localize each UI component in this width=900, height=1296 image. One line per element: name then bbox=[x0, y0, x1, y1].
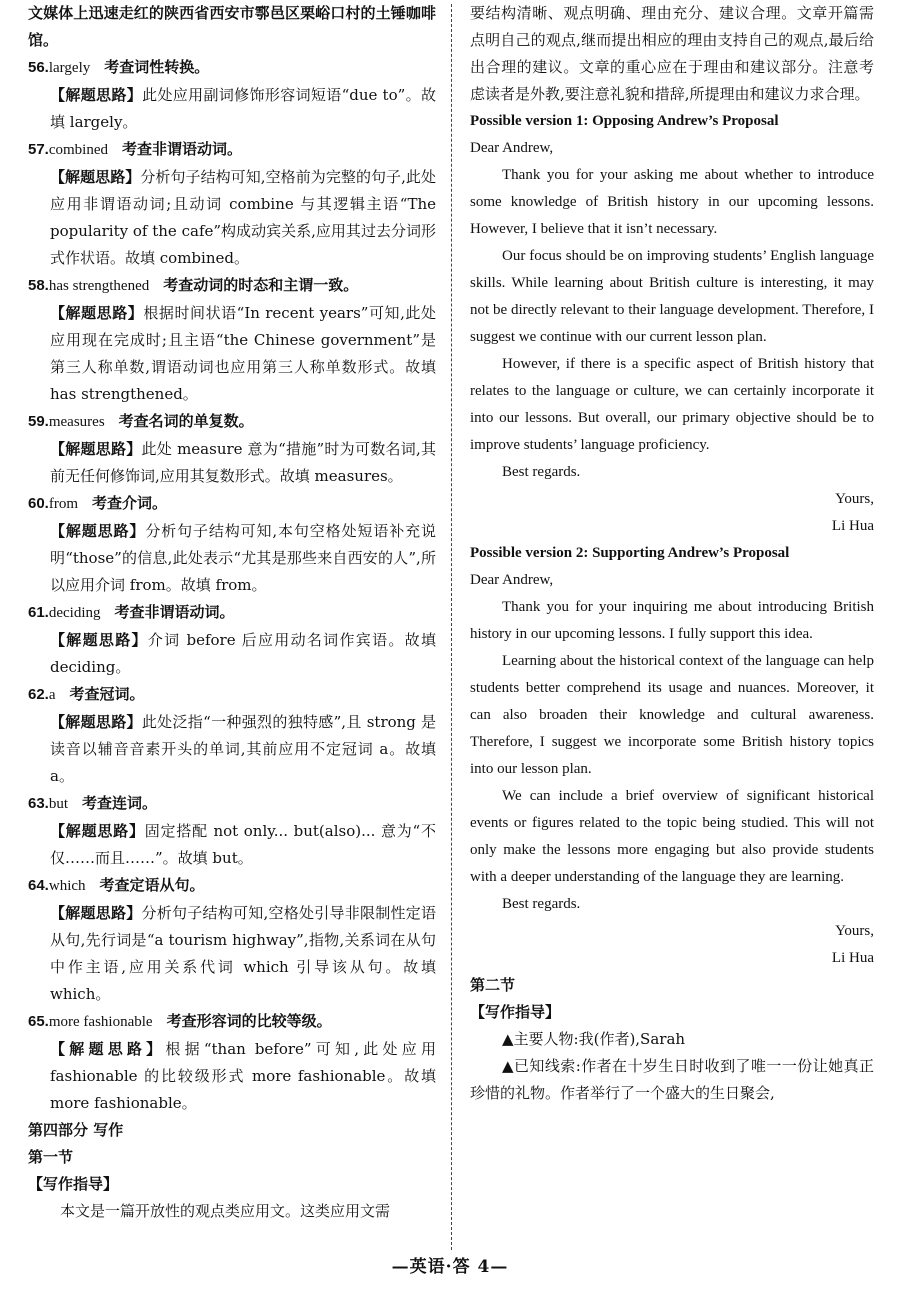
answer-explanation bbox=[28, 900, 436, 1008]
answer-explanation bbox=[28, 300, 436, 408]
answer-topic: 考查非谓语动词。 bbox=[114, 603, 235, 621]
answer-heading bbox=[28, 681, 436, 709]
version2-salutation: Dear Andrew, bbox=[470, 572, 554, 588]
explanation-text: 固定搭配 not only... but(also)... 意为“不仅……而且……”。故填 but。 bbox=[50, 822, 436, 867]
explanation-text: 分析句子结构可知,空格前为完整的句子,此处应用非谓语动词;且动词 combine 与其逻辑主语“The popularity of the cafe”构成动宾关系,应用其过去分词形式作状语。故填 combined。 bbox=[50, 168, 436, 267]
question-number: 65. bbox=[28, 1013, 49, 1030]
version2-paragraph: Best regards. bbox=[502, 896, 581, 912]
answer-topic: 考查词性转换。 bbox=[104, 58, 210, 76]
explanation-label: 【解题思路】 bbox=[50, 168, 141, 186]
answer-topic: 考查冠词。 bbox=[69, 685, 145, 703]
question-number: 57. bbox=[28, 141, 49, 158]
intro-text: 文媒体上迅速走红的陕西省西安市鄠邑区栗峪口村的土锤咖啡馆。 bbox=[28, 4, 436, 49]
bullet-item: ▲已知线索:作者在十岁生日时收到了唯一一份让她真正珍惜的礼物。作者举行了一个盛大的生日聚会, bbox=[470, 1057, 874, 1102]
explanation-label: 【解题思路】 bbox=[50, 440, 142, 458]
answer-explanation bbox=[28, 818, 436, 872]
answer-word: which bbox=[48, 878, 86, 894]
question-number: 60. bbox=[28, 495, 49, 512]
version1-heading: Possible version 1: Opposing Andrew’s Proposal bbox=[470, 113, 779, 129]
answer-topic: 考查非谓语动词。 bbox=[122, 140, 243, 158]
answer-word: but bbox=[48, 796, 69, 812]
answer-explanation bbox=[28, 709, 436, 790]
version2-paragraph: Thank you for your inquiring me about introducing British history in our upcoming lessons. I fully support this idea. bbox=[470, 599, 874, 642]
answer-heading bbox=[28, 136, 436, 164]
answer-word: has strengthened bbox=[48, 278, 150, 294]
question-number: 62. bbox=[28, 686, 49, 703]
question-number: 61. bbox=[28, 604, 49, 621]
answer-heading bbox=[28, 1008, 436, 1036]
version2-closing: Yours, bbox=[835, 923, 874, 939]
question-number: 63. bbox=[28, 795, 49, 812]
answer-word: measures bbox=[48, 414, 105, 430]
answer-word: combined bbox=[48, 142, 109, 158]
question-number: 58. bbox=[28, 277, 49, 294]
answer-list bbox=[28, 54, 436, 1117]
explanation-label: 【解题思路】 bbox=[50, 904, 142, 922]
answer-topic: 考查连词。 bbox=[82, 794, 158, 812]
answer-word: deciding bbox=[48, 605, 101, 621]
answer-word: a bbox=[48, 687, 56, 703]
question-number: 56. bbox=[28, 59, 49, 76]
answer-topic: 考查动词的时态和主谓一致。 bbox=[163, 276, 359, 294]
right-column bbox=[470, 0, 874, 1107]
page-footer: —英语·答 4— bbox=[391, 1257, 509, 1277]
explanation-text: 分析句子结构可知,本句空格处短语补充说明“those”的信息,此处表示“尤其是那些来自西安的人”,所以应用介词 from。故填 from。 bbox=[50, 522, 436, 594]
answer-topic: 考查介词。 bbox=[92, 494, 168, 512]
answer-word: largely bbox=[48, 60, 91, 76]
version1-signature: Li Hua bbox=[831, 518, 874, 534]
question-number: 59. bbox=[28, 413, 49, 430]
explanation-text: 此处应用副词修饰形容词短语“due to”。故填 largely。 bbox=[50, 86, 436, 131]
version2-signature: Li Hua bbox=[831, 950, 874, 966]
answer-heading bbox=[28, 54, 436, 82]
column-divider bbox=[451, 4, 452, 1250]
answer-topic: 考查定语从句。 bbox=[99, 876, 205, 894]
version1-salutation: Dear Andrew, bbox=[470, 140, 554, 156]
answer-topic: 考查名词的单复数。 bbox=[118, 412, 254, 430]
answer-heading bbox=[28, 790, 436, 818]
left-column bbox=[28, 0, 436, 1225]
answer-heading bbox=[28, 599, 436, 627]
version1-paragraph: Our focus should be on improving students’ English language skills. While learning about British culture is interesting, it may not be directly relevant to their language development. Therefore, I suggest we continue with our current lesson plan. bbox=[470, 248, 874, 345]
answer-explanation bbox=[28, 518, 436, 599]
guide-label: 【写作指导】 bbox=[28, 1175, 119, 1193]
guide2-label: 【写作指导】 bbox=[470, 1003, 561, 1021]
answer-heading bbox=[28, 408, 436, 436]
explanation-text: 此处 measure 意为“措施”时为可数名词,其前无任何修饰词,应用其复数形式。故填 measures。 bbox=[50, 440, 436, 485]
explanation-label: 【解题思路】 bbox=[50, 522, 146, 540]
explanation-label: 【解题思路】 bbox=[50, 304, 144, 322]
answer-heading bbox=[28, 872, 436, 900]
explanation-text: 根据“than before”可知,此处应用 fashionable 的比较级形式 more fashionable。故填 more fashionable。 bbox=[50, 1040, 436, 1112]
version1-closing: Yours, bbox=[835, 491, 874, 507]
version2-heading: Possible version 2: Supporting Andrew’s Proposal bbox=[470, 545, 790, 561]
answer-word: more fashionable bbox=[48, 1014, 153, 1030]
version2-paragraph: Learning about the historical context of the language can help students better comprehend its usage and nuances. Moreover, it can also broaden their knowledge and cultural awareness. Therefore, I suggest we incorporate some British history topics into our lesson plan. bbox=[470, 653, 874, 777]
part-title: 第四部分 写作 bbox=[28, 1121, 124, 1139]
explanation-label: 【解题思路】 bbox=[50, 822, 145, 840]
answer-explanation bbox=[28, 164, 436, 272]
answer-explanation bbox=[28, 436, 436, 490]
explanation-label: 【解题思路】 bbox=[50, 1040, 166, 1058]
explanation-text: 分析句子结构可知,空格处引导非限制性定语从句,先行词是“a tourism highway”,指物,关系词在从句中作主语,应用关系代词 which 引导该从句。故填 which。 bbox=[50, 904, 436, 1003]
section2-title: 第二节 bbox=[470, 976, 516, 994]
section-title: 第一节 bbox=[28, 1148, 74, 1166]
answer-heading bbox=[28, 490, 436, 518]
answer-topic: 考查形容词的比较等级。 bbox=[166, 1012, 332, 1030]
answer-heading bbox=[28, 272, 436, 300]
question-number: 64. bbox=[28, 877, 49, 894]
explanation-label: 【解题思路】 bbox=[50, 86, 143, 104]
answer-explanation bbox=[28, 82, 436, 136]
explanation-text: 根据时间状语“In recent years”可知,此处应用现在完成时;且主语“the Chinese government”是第三人称单数,谓语动词也应用第三人称单数形式。故填 has strengthened。 bbox=[50, 304, 436, 403]
guide-continued: 要结构清晰、观点明确、理由充分、建议合理。文章开篇需点明自己的观点,继而提出相应的理由支持自己的观点,最后给出合理的建议。文章的重心应在于理由和建议部分。注意考虑读者是外教,要注意礼貌和措辞,所提理由和建议力求合理。 bbox=[470, 4, 874, 103]
explanation-text: 此处泛指“一种强烈的独特感”,且 strong 是读音以辅音音素开头的单词,其前应用不定冠词 a。故填 a。 bbox=[50, 713, 436, 785]
version2-paragraph: We can include a brief overview of significant historical events or figures related to the topic being studied. This will not only make the lessons more engaging but also provide students with a deeper understanding of the language they are learning. bbox=[470, 788, 874, 885]
answer-explanation bbox=[28, 627, 436, 681]
version1-paragraph: Best regards. bbox=[502, 464, 581, 480]
bullet-item: ▲主要人物:我(作者),Sarah bbox=[502, 1030, 686, 1048]
guide-text: 本文是一篇开放性的观点类应用文。这类应用文需 bbox=[60, 1202, 391, 1220]
version1-paragraph: Thank you for your asking me about whether to introduce some knowledge of British history in our upcoming lessons. However, I believe that it isn’t necessary. bbox=[470, 167, 874, 237]
answer-explanation bbox=[28, 1036, 436, 1117]
explanation-text: 介词 before 后应用动名词作宾语。故填 deciding。 bbox=[50, 631, 436, 676]
explanation-label: 【解题思路】 bbox=[50, 713, 142, 731]
answer-word: from bbox=[48, 496, 79, 512]
explanation-label: 【解题思路】 bbox=[50, 631, 148, 649]
version1-paragraph: However, if there is a specific aspect of British history that relates to the language or culture, we can certainly incorporate it into our lessons. But overall, our primary objective should be to improve students’ language proficiency. bbox=[470, 356, 874, 453]
